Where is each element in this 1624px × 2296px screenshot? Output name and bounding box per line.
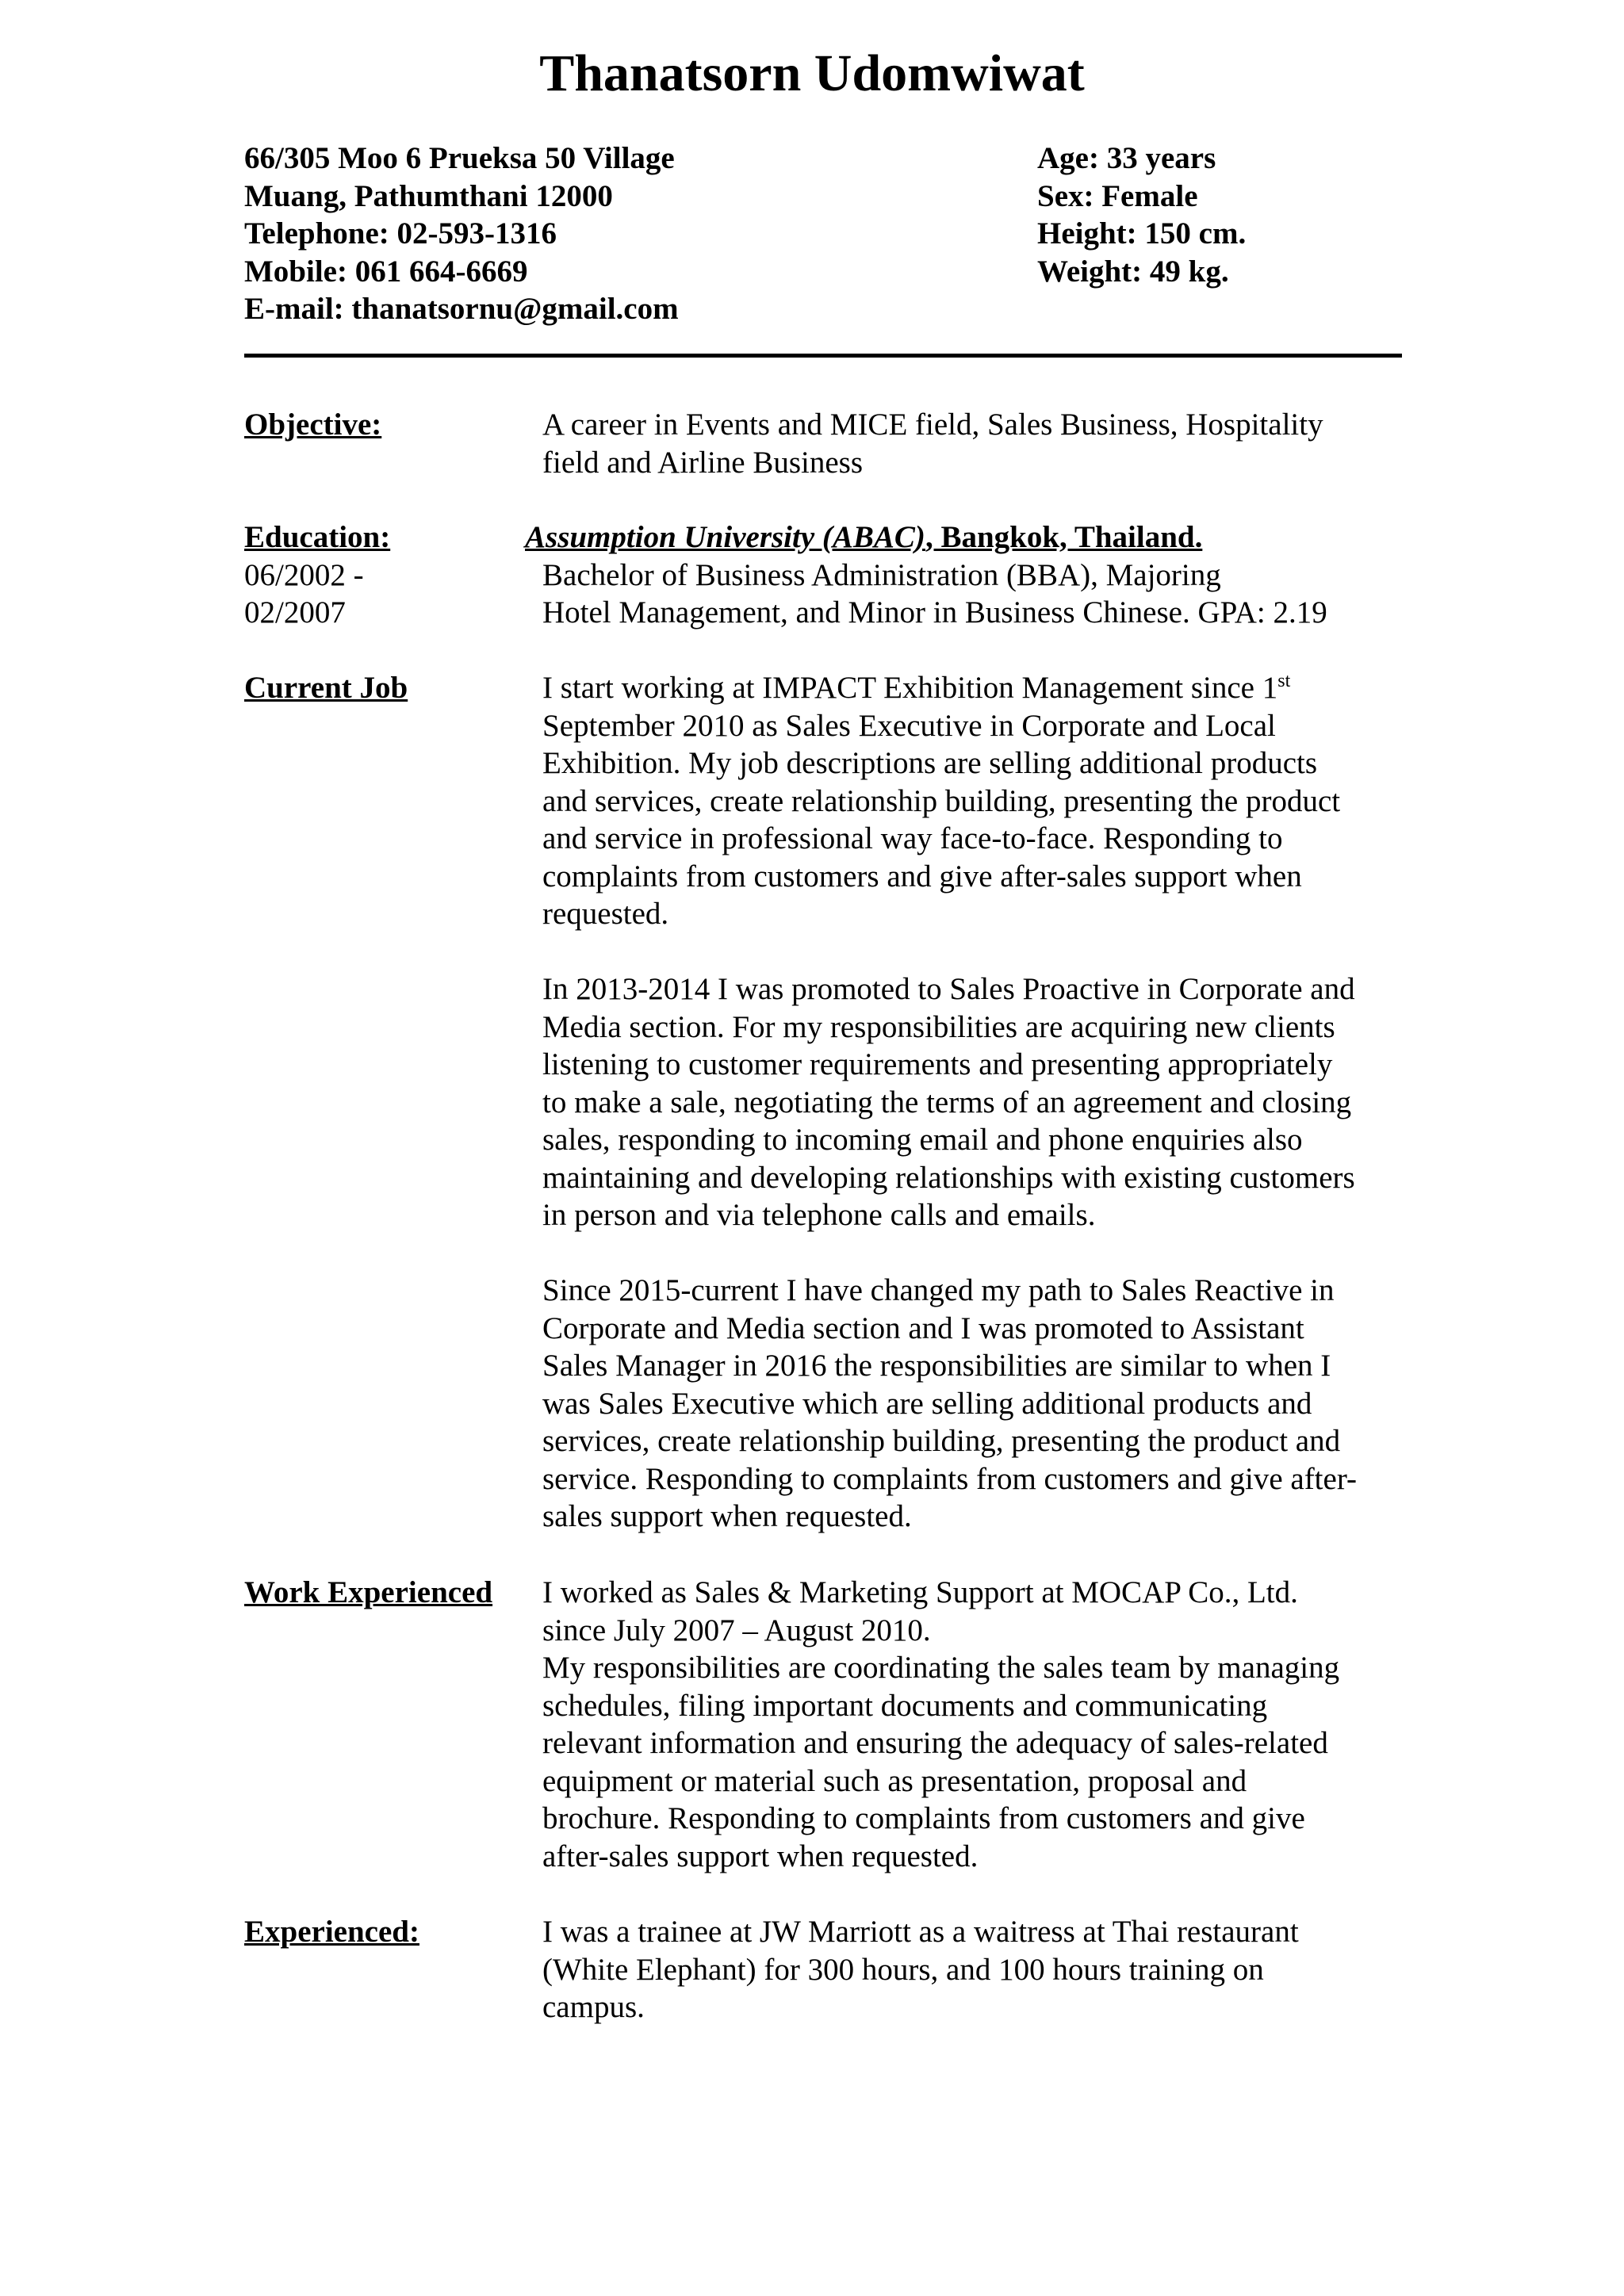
telephone: Telephone: 02-593-1316 bbox=[244, 216, 557, 251]
university-line bbox=[525, 519, 1423, 557]
applicant-name: Thanatsorn Udomwiwat bbox=[539, 44, 1085, 102]
experienced-line: campus. bbox=[542, 1990, 645, 2024]
current-job-line: Sales Manager in 2016 the responsibilities are similar to when I bbox=[542, 1349, 1331, 1383]
university-location: , Bangkok, Thailand. bbox=[925, 520, 1203, 554]
current-job-line: sales support when requested. bbox=[542, 1499, 912, 1533]
work-experienced-text bbox=[542, 1574, 1423, 1875]
objective-text bbox=[542, 406, 1423, 481]
work-experienced-line: I worked as Sales & Marketing Support at MOCAP Co., Ltd. bbox=[542, 1575, 1298, 1609]
degree-line: Hotel Management, and Minor in Business Chinese. GPA: 2.19 bbox=[542, 595, 1327, 629]
current-job-line: was Sales Executive which are selling additional products and bbox=[542, 1386, 1312, 1421]
current-job-line: services, create relationship building, presenting the product and bbox=[542, 1424, 1341, 1458]
work-experienced-line: brochure. Responding to complaints from customers and give bbox=[542, 1801, 1305, 1835]
experienced-line: I was a trainee at JW Marriott as a waitress at Thai restaurant bbox=[542, 1915, 1299, 1949]
contact-info bbox=[244, 140, 679, 328]
current-job-text bbox=[542, 669, 1423, 1536]
current-job-line: service. Responding to complaints from customers and give after- bbox=[542, 1461, 1358, 1496]
address-line-2: Muang, Pathumthani 12000 bbox=[244, 178, 613, 213]
experienced-label: Experienced: bbox=[244, 1915, 419, 1949]
objective-line: A career in Events and MICE field, Sales Business, Hospitality bbox=[542, 408, 1323, 442]
current-job-line: Exhibition. My job descriptions are selling additional products bbox=[542, 746, 1318, 780]
current-job-line bbox=[542, 669, 1423, 707]
work-experienced-line: relevant information and ensuring the adequacy of sales-related bbox=[542, 1726, 1328, 1760]
paragraph-gap bbox=[542, 933, 1423, 971]
objective-line: field and Airline Business bbox=[542, 445, 864, 480]
degree-line: Bachelor of Business Administration (BBA), Majoring bbox=[542, 557, 1221, 592]
current-job-first-line: I start working at IMPACT Exhibition Management since 1 bbox=[542, 671, 1278, 705]
work-experienced-line: after-sales support when requested. bbox=[542, 1839, 979, 1873]
current-job-line: In 2013-2014 I was promoted to Sales Proactive in Corporate and bbox=[542, 972, 1355, 1006]
current-job-line: maintaining and developing relationships with existing customers bbox=[542, 1160, 1355, 1195]
education-text bbox=[525, 519, 1423, 632]
current-job-line: Since 2015-current I have changed my path to Sales Reactive in bbox=[542, 1273, 1335, 1307]
address-line-1: 66/305 Moo 6 Prueksa 50 Village bbox=[244, 141, 675, 175]
height: Height: 150 cm. bbox=[1037, 216, 1247, 251]
experienced-text bbox=[542, 1913, 1423, 2026]
weight: Weight: 49 kg. bbox=[1037, 254, 1229, 289]
current-job-line: Corporate and Media section and I was promoted to Assistant bbox=[542, 1311, 1304, 1345]
header-divider bbox=[244, 354, 1402, 358]
personal-info bbox=[1037, 140, 1246, 290]
current-job-line: September 2010 as Sales Executive in Corporate and Local bbox=[542, 708, 1276, 743]
mobile: Mobile: 061 664-6669 bbox=[244, 254, 528, 289]
paragraph-gap bbox=[542, 1234, 1423, 1272]
current-job-label: Current Job bbox=[244, 671, 408, 705]
current-job-line: Media section. For my responsibilities are acquiring new clients bbox=[542, 1009, 1335, 1044]
objective-label: Objective: bbox=[244, 408, 382, 442]
current-job-line: sales, responding to incoming email and phone enquiries also bbox=[542, 1123, 1303, 1157]
work-experienced-line: My responsibilities are coordinating the sales team by managing bbox=[542, 1651, 1340, 1685]
university-name: Assumption University (ABAC) bbox=[525, 520, 925, 554]
ordinal-suffix: st bbox=[1277, 671, 1291, 691]
education-label: Education: bbox=[244, 520, 391, 554]
work-experienced-line: equipment or material such as presentation, proposal and bbox=[542, 1763, 1247, 1798]
current-job-line: requested. bbox=[542, 897, 669, 931]
current-job-line: and service in professional way face-to-face. Responding to bbox=[542, 821, 1283, 855]
education-date-end: 02/2007 bbox=[244, 595, 346, 629]
age: Age: 33 years bbox=[1037, 141, 1216, 175]
current-job-line: and services, create relationship building, presenting the product bbox=[542, 783, 1341, 818]
education-date-start: 06/2002 - bbox=[244, 557, 364, 592]
education-dates bbox=[244, 557, 364, 632]
current-job-line: complaints from customers and give after-sales support when bbox=[542, 859, 1302, 894]
work-experienced-line: since July 2007 – August 2010. bbox=[542, 1613, 931, 1647]
experienced-line: (White Elephant) for 300 hours, and 100 hours training on bbox=[542, 1952, 1264, 1987]
current-job-line: listening to customer requirements and presenting appropriately bbox=[542, 1047, 1333, 1081]
current-job-line: to make a sale, negotiating the terms of an agreement and closing bbox=[542, 1085, 1352, 1119]
current-job-line: in person and via telephone calls and emails. bbox=[542, 1198, 1096, 1232]
work-experienced-label: Work Experienced bbox=[244, 1575, 493, 1609]
work-experienced-line: schedules, filing important documents and communicating bbox=[542, 1688, 1268, 1723]
sex: Sex: Female bbox=[1037, 178, 1198, 213]
email: E-mail: thanatsornu@gmail.com bbox=[244, 292, 679, 326]
